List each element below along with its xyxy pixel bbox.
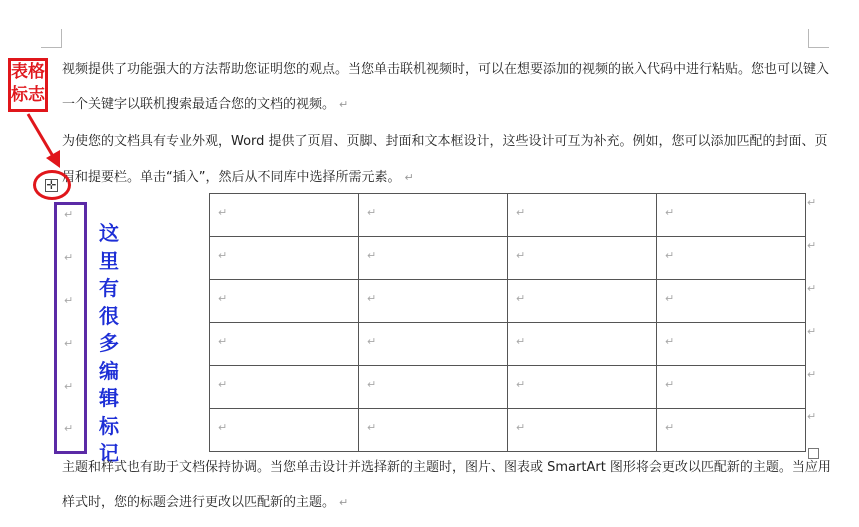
- paragraph-1-line-2[interactable]: [62, 97, 348, 113]
- table-cell[interactable]: [210, 194, 359, 237]
- cell-end-mark: ↵: [218, 292, 228, 305]
- table-cell[interactable]: [657, 409, 806, 452]
- table-cell[interactable]: [657, 194, 806, 237]
- cell-end-mark: ↵: [218, 378, 228, 391]
- table-cell[interactable]: [359, 280, 508, 323]
- cell-end-mark: ↵: [64, 208, 74, 221]
- paragraph-mark: ↵: [339, 496, 349, 509]
- table-cell[interactable]: [359, 194, 508, 237]
- cell-end-mark: ↵: [218, 335, 228, 348]
- cell-end-mark: ↵: [665, 206, 675, 219]
- paragraph-2-line-1[interactable]: [62, 134, 828, 150]
- paragraph-3-line-2[interactable]: [62, 495, 348, 511]
- table-row: [210, 409, 806, 452]
- cell-end-mark: ↵: [367, 378, 377, 391]
- callout-text-line-1: 表格: [11, 62, 45, 82]
- cell-end-mark: ↵: [516, 335, 526, 348]
- paragraph-text: 眉和提要栏。单击“插入”，然后从不同库中选择所需元素。: [62, 170, 401, 185]
- row-end-mark: ↵: [807, 368, 817, 381]
- cell-end-mark: ↵: [665, 378, 675, 391]
- note-char: 记: [99, 441, 119, 465]
- cell-end-mark: ↵: [64, 251, 74, 264]
- note-char: 辑: [99, 386, 119, 410]
- table-cell[interactable]: [508, 194, 657, 237]
- callout-arrow-icon: [20, 112, 70, 170]
- cell-end-mark: ↵: [218, 421, 228, 434]
- paragraph-text: 主题和样式也有助于文档保持协调。当您单击设计并选择新的主题时，图片、图表或 SmartArt 图形将会更改以匹配新的主题。当应用: [62, 460, 831, 475]
- cell-end-mark: ↵: [665, 421, 675, 434]
- cell-end-mark: ↵: [64, 380, 74, 393]
- table-cell[interactable]: [508, 237, 657, 280]
- note-char: 这: [99, 221, 119, 245]
- table-row: [210, 280, 806, 323]
- table-cell[interactable]: [210, 237, 359, 280]
- cell-end-mark: ↵: [64, 422, 74, 435]
- table-cell[interactable]: [359, 409, 508, 452]
- note-char: 多: [99, 331, 119, 355]
- note-char: 很: [99, 303, 119, 328]
- row-end-mark: ↵: [807, 410, 817, 423]
- table-cell[interactable]: [657, 237, 806, 280]
- row-end-mark: ↵: [807, 325, 817, 338]
- page-corner-top-right: [808, 29, 829, 48]
- cell-end-mark: ↵: [64, 294, 74, 307]
- table-cell[interactable]: [359, 323, 508, 366]
- cell-end-mark: ↵: [516, 206, 526, 219]
- callout-text-line-2: 标志: [11, 85, 45, 105]
- table-cell[interactable]: [210, 280, 359, 323]
- cell-end-mark: ↵: [516, 421, 526, 434]
- note-char: 编: [99, 358, 119, 383]
- cell-end-mark: ↵: [218, 249, 228, 262]
- cell-end-mark: ↵: [516, 249, 526, 262]
- note-char: 里: [99, 248, 119, 273]
- edit-marks-note: [94, 220, 124, 468]
- page-corner-top-left: [41, 29, 62, 48]
- table-cell[interactable]: [508, 280, 657, 323]
- cell-end-mark: ↵: [516, 378, 526, 391]
- cell-end-mark: ↵: [367, 292, 377, 305]
- cell-end-mark: ↵: [665, 335, 675, 348]
- cell-end-mark: ↵: [64, 337, 74, 350]
- note-char: 标: [99, 413, 119, 438]
- move-cross-icon[interactable]: ✛: [46, 178, 57, 192]
- paragraph-2-line-2[interactable]: [62, 170, 414, 186]
- table-row: [210, 323, 806, 366]
- cell-end-mark: ↵: [367, 206, 377, 219]
- paragraph-mark: ↵: [404, 171, 414, 184]
- table-row: [210, 237, 806, 280]
- paragraph-mark: ↵: [339, 98, 349, 111]
- table-cell[interactable]: [657, 280, 806, 323]
- table-cell[interactable]: [508, 366, 657, 409]
- table-row: [210, 366, 806, 409]
- table-cell[interactable]: [508, 409, 657, 452]
- note-char: 有: [99, 276, 119, 300]
- table-cell[interactable]: [210, 323, 359, 366]
- document-table[interactable]: [209, 193, 806, 452]
- cell-end-mark: ↵: [218, 206, 228, 219]
- paragraph-1-line-1[interactable]: [62, 62, 829, 78]
- row-end-mark: ↵: [807, 239, 817, 252]
- table-cell[interactable]: [657, 366, 806, 409]
- table-row: [210, 194, 806, 237]
- paragraph-text: 一个关键字以联机搜索最适合您的文档的视频。: [62, 97, 336, 112]
- table-cell[interactable]: [359, 237, 508, 280]
- cell-end-mark: ↵: [367, 335, 377, 348]
- cell-end-mark: ↵: [367, 421, 377, 434]
- edit-marks-highlight-box: [54, 202, 87, 454]
- cell-end-mark: ↵: [665, 249, 675, 262]
- table-resize-handle-icon[interactable]: [808, 448, 819, 459]
- table-cell[interactable]: [210, 366, 359, 409]
- table-cell[interactable]: [657, 323, 806, 366]
- cell-end-mark: ↵: [516, 292, 526, 305]
- cell-end-mark: ↵: [367, 249, 377, 262]
- row-end-mark: ↵: [807, 282, 817, 295]
- table-cell[interactable]: [508, 323, 657, 366]
- paragraph-text: 视频提供了功能强大的方法帮助您证明您的观点。当您单击联机视频时，可以在想要添加的视频的嵌入代码中进行粘贴。您也可以键入: [62, 62, 830, 77]
- table-cell[interactable]: [359, 366, 508, 409]
- paragraph-text: 为使您的文档具有专业外观，Word 提供了页眉、页脚、封面和文本框设计，这些设计可互为补充。例如，您可以添加匹配的封面、页: [62, 134, 828, 149]
- cell-end-mark: ↵: [665, 292, 675, 305]
- paragraph-text: 样式时，您的标题会进行更改以匹配新的主题。: [62, 495, 336, 510]
- table-marker-callout: [8, 58, 48, 112]
- row-end-mark: ↵: [807, 196, 817, 209]
- paragraph-3-line-1[interactable]: [62, 460, 831, 476]
- table-cell[interactable]: [210, 409, 359, 452]
